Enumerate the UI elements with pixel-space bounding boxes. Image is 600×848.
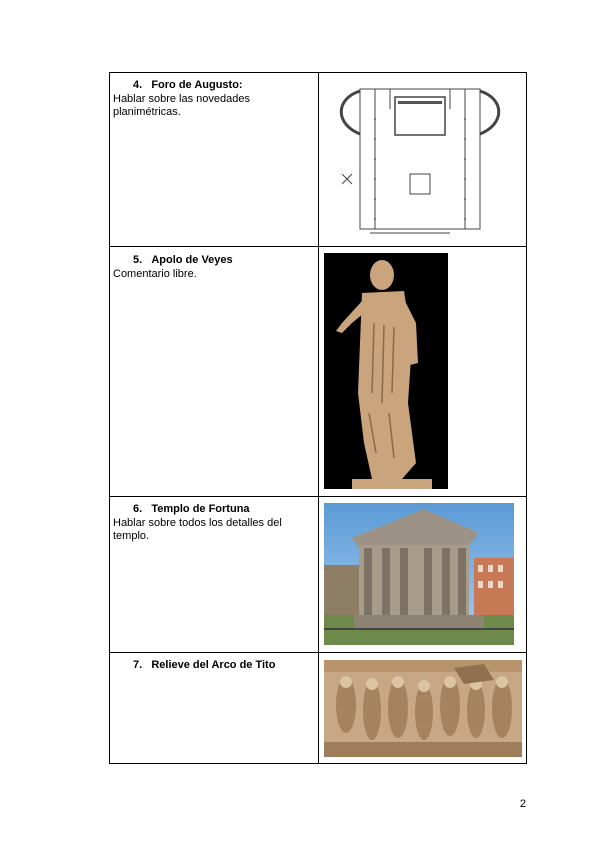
- item-title: 5. Apolo de Veyes: [133, 254, 233, 266]
- item-description: Hablar sobre todos los detalles del templo.: [113, 517, 282, 542]
- item-text-cell: [113, 79, 313, 119]
- worksheet-table: [109, 72, 527, 764]
- forum-of-augustus-plan-image: [330, 79, 510, 241]
- arch-of-titus-relief-image: [324, 660, 522, 757]
- item-title: 7. Relieve del Arco de Tito: [133, 659, 276, 671]
- item-description: Comentario libre.: [113, 268, 197, 280]
- item-text-cell: [113, 659, 313, 673]
- row-divider: [110, 246, 526, 247]
- column-divider: [318, 73, 319, 763]
- row-divider: [110, 652, 526, 653]
- apollo-of-veii-statue-image: [324, 253, 448, 489]
- item-description: Hablar sobre las novedades planimétricas.: [113, 93, 250, 118]
- page-number: 2: [519, 798, 526, 810]
- item-title: 4. Foro de Augusto:: [133, 79, 243, 91]
- item-title: 6. Templo de Fortuna: [133, 503, 250, 515]
- temple-of-fortuna-image: [324, 503, 514, 645]
- row-divider: [110, 496, 526, 497]
- item-text-cell: [113, 503, 313, 543]
- item-text-cell: [113, 254, 313, 281]
